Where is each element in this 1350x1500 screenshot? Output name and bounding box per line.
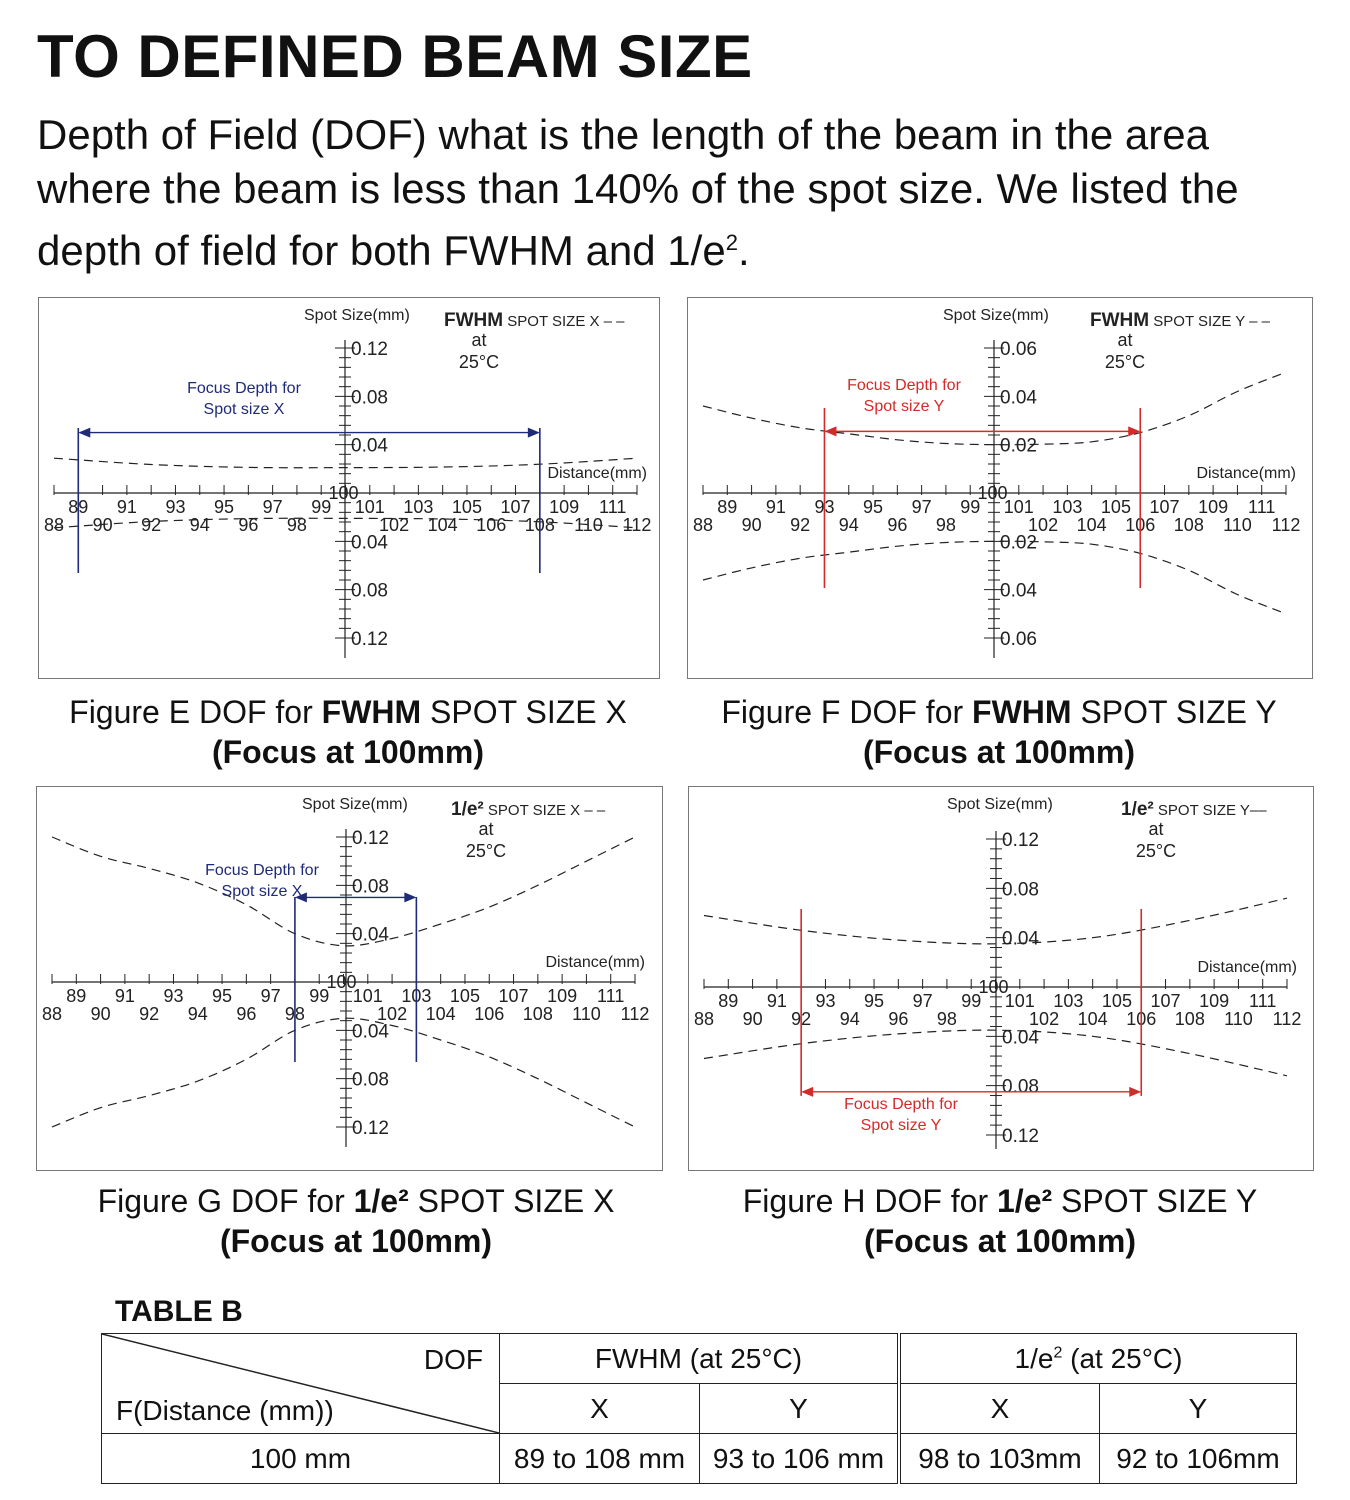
x-tick-label: 101	[354, 497, 385, 517]
arrowhead-left	[824, 426, 836, 436]
x-tick-label: 109	[1199, 991, 1230, 1011]
x-axis-title: Distance(mm)	[1197, 959, 1297, 976]
y-tick-label: 0.08	[351, 387, 388, 409]
caption-suffix: SPOT SIZE Y	[1052, 1183, 1258, 1219]
chart-title: FWHM SPOT SIZE X – –	[444, 310, 625, 331]
x-tick-label: 100	[328, 483, 359, 503]
x-tick-label: 88	[693, 1009, 715, 1029]
x-tick-label: 93	[163, 986, 184, 1006]
table-corner-cell	[102, 1334, 500, 1434]
page-title: TO DEFINED BEAM SIZE	[37, 23, 753, 90]
x-tick-label: 90	[741, 515, 762, 535]
arrowhead-right	[404, 892, 416, 902]
temp-label: 25°C	[465, 841, 507, 861]
x-tick-label: 90	[92, 515, 113, 535]
figure-f-panel	[687, 297, 1313, 679]
x-tick-label: 111	[597, 986, 625, 1006]
x-tick-label: 107	[1149, 497, 1180, 517]
y-tick-label: 0.12	[351, 339, 388, 360]
x-tick-label: 91	[116, 497, 137, 517]
x-tick-label: 110	[574, 515, 603, 535]
caption-bold: 1/e²	[353, 1183, 409, 1219]
y-tick-label: 0.08	[351, 580, 388, 602]
x-tick-label: 96	[236, 1004, 257, 1024]
arrowhead-left	[801, 1087, 813, 1097]
x-tick-label: 112	[620, 1004, 650, 1024]
y-tick-label: 0.06	[1000, 629, 1037, 650]
focus-depth-label: Spot size X	[203, 401, 285, 418]
y-tick-label: 0.08	[1002, 1076, 1039, 1098]
y-tick-label: 0.04	[352, 924, 389, 946]
intro-sup: 2	[725, 230, 738, 255]
y-tick-label: 0.02	[1000, 532, 1037, 554]
y-tick-label: 0.12	[1002, 830, 1039, 851]
x-tick-label: 105	[1100, 497, 1131, 517]
focus-depth-label: Spot size Y	[863, 398, 945, 415]
table-row-label: 100 mm	[102, 1434, 500, 1484]
x-tick-label: 92	[139, 1004, 160, 1024]
x-tick-label: 111	[1248, 497, 1276, 517]
temp-label: 25°C	[458, 352, 500, 372]
intro-text	[37, 108, 1327, 278]
x-tick-label: 110	[572, 1004, 601, 1024]
caption-prefix: Figure F DOF for	[721, 694, 973, 730]
x-tick-label: 110	[1224, 1009, 1253, 1029]
caption-prefix: Figure G DOF for	[97, 1183, 354, 1219]
x-tick-label: 101	[352, 986, 383, 1006]
x-tick-label: 97	[912, 991, 933, 1011]
x-tick-label: 99	[961, 991, 982, 1011]
y-tick-label: 0.12	[1002, 1126, 1039, 1147]
figure-h-chart	[689, 787, 1313, 1170]
y-tick-label: 0.04	[1000, 387, 1037, 409]
y-axis-title: Spot Size(mm)	[947, 796, 1053, 813]
x-tick-label: 102	[1029, 1009, 1060, 1029]
x-tick-label: 95	[212, 986, 233, 1006]
figure-g-panel	[36, 786, 663, 1171]
x-tick-label: 107	[498, 986, 529, 1006]
figure-h-caption	[688, 1181, 1312, 1261]
focus-depth-label: Spot size Y	[860, 1117, 942, 1134]
arrowhead-right	[1129, 1087, 1141, 1097]
x-tick-label: 91	[114, 986, 135, 1006]
x-tick-label: 106	[474, 1004, 505, 1024]
y-tick-label: 0.04	[1002, 928, 1039, 950]
x-tick-label: 97	[911, 497, 932, 517]
table-cell: 98 to 103mm	[899, 1434, 1100, 1484]
x-tick-label: 105	[1101, 991, 1132, 1011]
table-e2-y: Y	[1100, 1384, 1297, 1434]
x-tick-label: 100	[326, 972, 357, 992]
focus-depth-label: Focus Depth for	[847, 377, 961, 394]
caption-bold: 1/e²	[997, 1183, 1053, 1219]
x-tick-label: 99	[960, 497, 981, 517]
table-cell: 92 to 106mm	[1100, 1434, 1297, 1484]
x-tick-label: 110	[1223, 515, 1252, 535]
x-tick-label: 96	[238, 515, 259, 535]
temp-label: 25°C	[1104, 352, 1146, 372]
caption-bold: FWHM	[321, 694, 422, 730]
y-tick-label: 0.12	[351, 629, 388, 650]
x-axis-title: Distance(mm)	[545, 954, 645, 971]
y-tick-label: 0.04	[351, 532, 388, 554]
figure-g-chart	[37, 787, 662, 1170]
table-title: TABLE B	[115, 1295, 243, 1328]
x-tick-label: 103	[1052, 497, 1083, 517]
x-tick-label: 103	[403, 497, 434, 517]
dof-table	[101, 1333, 1297, 1484]
focus-depth-label: Spot size X	[221, 883, 303, 900]
e2-main: 1/e	[1014, 1342, 1054, 1374]
x-tick-label: 104	[1077, 1009, 1108, 1029]
x-tick-label: 95	[214, 497, 235, 517]
y-tick-label: 0.04	[352, 1021, 389, 1043]
x-tick-label: 105	[451, 497, 482, 517]
table-e2-x: X	[899, 1384, 1100, 1434]
x-axis-title: Distance(mm)	[547, 465, 647, 482]
x-tick-label: 88	[41, 1004, 63, 1024]
x-tick-label: 98	[284, 1004, 305, 1024]
x-tick-label: 103	[401, 986, 432, 1006]
x-tick-label: 97	[260, 986, 281, 1006]
table-dof-label: DOF	[423, 1344, 483, 1375]
table-fwhm-x: X	[500, 1384, 700, 1434]
x-tick-label: 112	[622, 515, 652, 535]
figure-f-chart	[688, 298, 1312, 678]
caption-prefix: Figure E DOF for	[69, 694, 322, 730]
y-tick-label: 0.08	[352, 1069, 389, 1091]
x-tick-label: 102	[1028, 515, 1059, 535]
table-e2-header	[899, 1334, 1297, 1384]
x-tick-label: 109	[1198, 497, 1229, 517]
caption-line2: (Focus at 100mm)	[219, 1223, 493, 1259]
x-tick-label: 94	[839, 1009, 860, 1029]
y-tick-label: 0.08	[1002, 879, 1039, 901]
x-tick-label: 99	[311, 497, 332, 517]
x-tick-label: 109	[547, 986, 578, 1006]
x-tick-label: 108	[522, 1004, 553, 1024]
figure-e-caption	[38, 692, 658, 772]
x-tick-label: 88	[692, 515, 714, 535]
x-tick-label: 93	[165, 497, 186, 517]
figure-h-panel	[688, 786, 1314, 1171]
table-fwhm-y: Y	[700, 1384, 900, 1434]
temp-at-label: at	[471, 330, 487, 350]
x-tick-label: 98	[936, 1009, 957, 1029]
x-tick-label: 96	[888, 1009, 909, 1029]
table-cell: 93 to 106 mm	[700, 1434, 900, 1484]
figure-e-chart	[39, 298, 659, 678]
x-tick-label: 92	[141, 515, 162, 535]
focus-depth-label: Focus Depth for	[205, 862, 319, 879]
x-tick-label: 112	[1272, 1009, 1302, 1029]
caption-bold: FWHM	[972, 694, 1072, 730]
x-tick-label: 107	[1150, 991, 1181, 1011]
table-cell: 89 to 108 mm	[500, 1434, 700, 1484]
x-tick-label: 111	[1249, 991, 1277, 1011]
y-tick-label: 0.04	[1002, 1027, 1039, 1049]
x-tick-label: 108	[1174, 1009, 1205, 1029]
focus-depth-label: Focus Depth for	[844, 1096, 958, 1113]
x-tick-label: 92	[791, 1009, 812, 1029]
x-tick-label: 107	[500, 497, 531, 517]
x-tick-label: 109	[549, 497, 580, 517]
figure-f-caption	[687, 692, 1311, 772]
chart-title: 1/e² SPOT SIZE Y––	[1121, 799, 1267, 820]
x-tick-label: 89	[66, 986, 87, 1006]
arrowhead-right	[528, 428, 540, 438]
caption-suffix: SPOT SIZE Y	[1071, 694, 1277, 730]
x-tick-label: 93	[814, 497, 835, 517]
caption-prefix: Figure H DOF for	[742, 1183, 997, 1219]
intro-end: .	[737, 227, 750, 274]
focus-depth-label: Focus Depth for	[187, 380, 301, 397]
x-tick-label: 95	[864, 991, 885, 1011]
x-tick-label: 106	[476, 515, 507, 535]
caption-line2: (Focus at 100mm)	[862, 734, 1136, 770]
temp-label: 25°C	[1135, 841, 1177, 861]
x-tick-label: 102	[379, 515, 410, 535]
arrowhead-left	[78, 428, 90, 438]
caption-suffix: SPOT SIZE X	[421, 694, 627, 730]
x-tick-label: 95	[863, 497, 884, 517]
x-tick-label: 89	[717, 497, 738, 517]
figure-e-panel	[38, 297, 660, 679]
caption-suffix: SPOT SIZE X	[408, 1183, 615, 1219]
y-tick-label: 0.04	[1000, 580, 1037, 602]
e2-sup: 2	[1053, 1344, 1063, 1362]
chart-title: 1/e² SPOT SIZE X – –	[451, 799, 606, 820]
x-tick-label: 101	[1003, 497, 1034, 517]
x-tick-label: 99	[309, 986, 330, 1006]
chart-title: FWHM SPOT SIZE Y – –	[1090, 310, 1270, 331]
y-tick-label: 0.02	[1000, 435, 1037, 457]
x-tick-label: 108	[1173, 515, 1204, 535]
beam-upper-curve	[52, 837, 635, 946]
arrowhead-right	[1128, 426, 1140, 436]
x-tick-label: 90	[742, 1009, 763, 1029]
x-tick-label: 97	[262, 497, 283, 517]
table-rowhead-label: F(Distance (mm))	[116, 1395, 334, 1426]
temp-at-label: at	[1148, 819, 1164, 839]
x-tick-label: 88	[43, 515, 65, 535]
y-axis-title: Spot Size(mm)	[943, 307, 1049, 324]
x-tick-label: 94	[838, 515, 859, 535]
x-tick-label: 94	[189, 515, 210, 535]
y-axis-title: Spot Size(mm)	[304, 307, 410, 324]
x-tick-label: 98	[935, 515, 956, 535]
x-tick-label: 108	[524, 515, 555, 535]
beam-lower-curve	[52, 1018, 635, 1127]
x-tick-label: 104	[425, 1004, 456, 1024]
caption-line2: (Focus at 100mm)	[211, 734, 485, 770]
x-tick-label: 93	[815, 991, 836, 1011]
y-tick-label: 0.06	[1000, 339, 1037, 360]
x-tick-label: 104	[1076, 515, 1107, 535]
x-tick-label: 106	[1125, 515, 1156, 535]
x-tick-label: 101	[1004, 991, 1035, 1011]
temp-at-label: at	[478, 819, 494, 839]
x-tick-label: 111	[599, 497, 627, 517]
x-tick-label: 89	[68, 497, 89, 517]
x-tick-label: 105	[449, 986, 480, 1006]
e2-rest: (at 25°C)	[1062, 1342, 1183, 1374]
y-tick-label: 0.08	[352, 876, 389, 898]
x-tick-label: 100	[978, 977, 1009, 997]
x-tick-label: 90	[90, 1004, 111, 1024]
y-tick-label: 0.04	[351, 435, 388, 457]
intro-main: Depth of Field (DOF) what is the length of the beam in the area where the beam is less than 140% of the spot size. We listed the depth of field for both FWHM and 1/e	[37, 111, 1239, 274]
temp-at-label: at	[1117, 330, 1133, 350]
y-tick-label: 0.12	[352, 828, 389, 849]
x-tick-label: 96	[887, 515, 908, 535]
x-tick-label: 104	[427, 515, 458, 535]
x-tick-label: 103	[1053, 991, 1084, 1011]
x-tick-label: 102	[377, 1004, 408, 1024]
y-axis-title: Spot Size(mm)	[302, 796, 408, 813]
figure-g-caption	[36, 1181, 676, 1261]
x-tick-label: 92	[790, 515, 811, 535]
y-tick-label: 0.12	[352, 1118, 389, 1139]
x-tick-label: 100	[977, 483, 1008, 503]
caption-line2: (Focus at 100mm)	[863, 1223, 1137, 1259]
table-fwhm-header: FWHM (at 25°C)	[500, 1334, 900, 1384]
x-tick-label: 94	[187, 1004, 208, 1024]
x-tick-label: 98	[286, 515, 307, 535]
x-tick-label: 91	[766, 991, 787, 1011]
x-tick-label: 106	[1126, 1009, 1157, 1029]
x-tick-label: 89	[718, 991, 739, 1011]
x-tick-label: 112	[1271, 515, 1301, 535]
x-axis-title: Distance(mm)	[1196, 465, 1296, 482]
x-tick-label: 91	[765, 497, 786, 517]
